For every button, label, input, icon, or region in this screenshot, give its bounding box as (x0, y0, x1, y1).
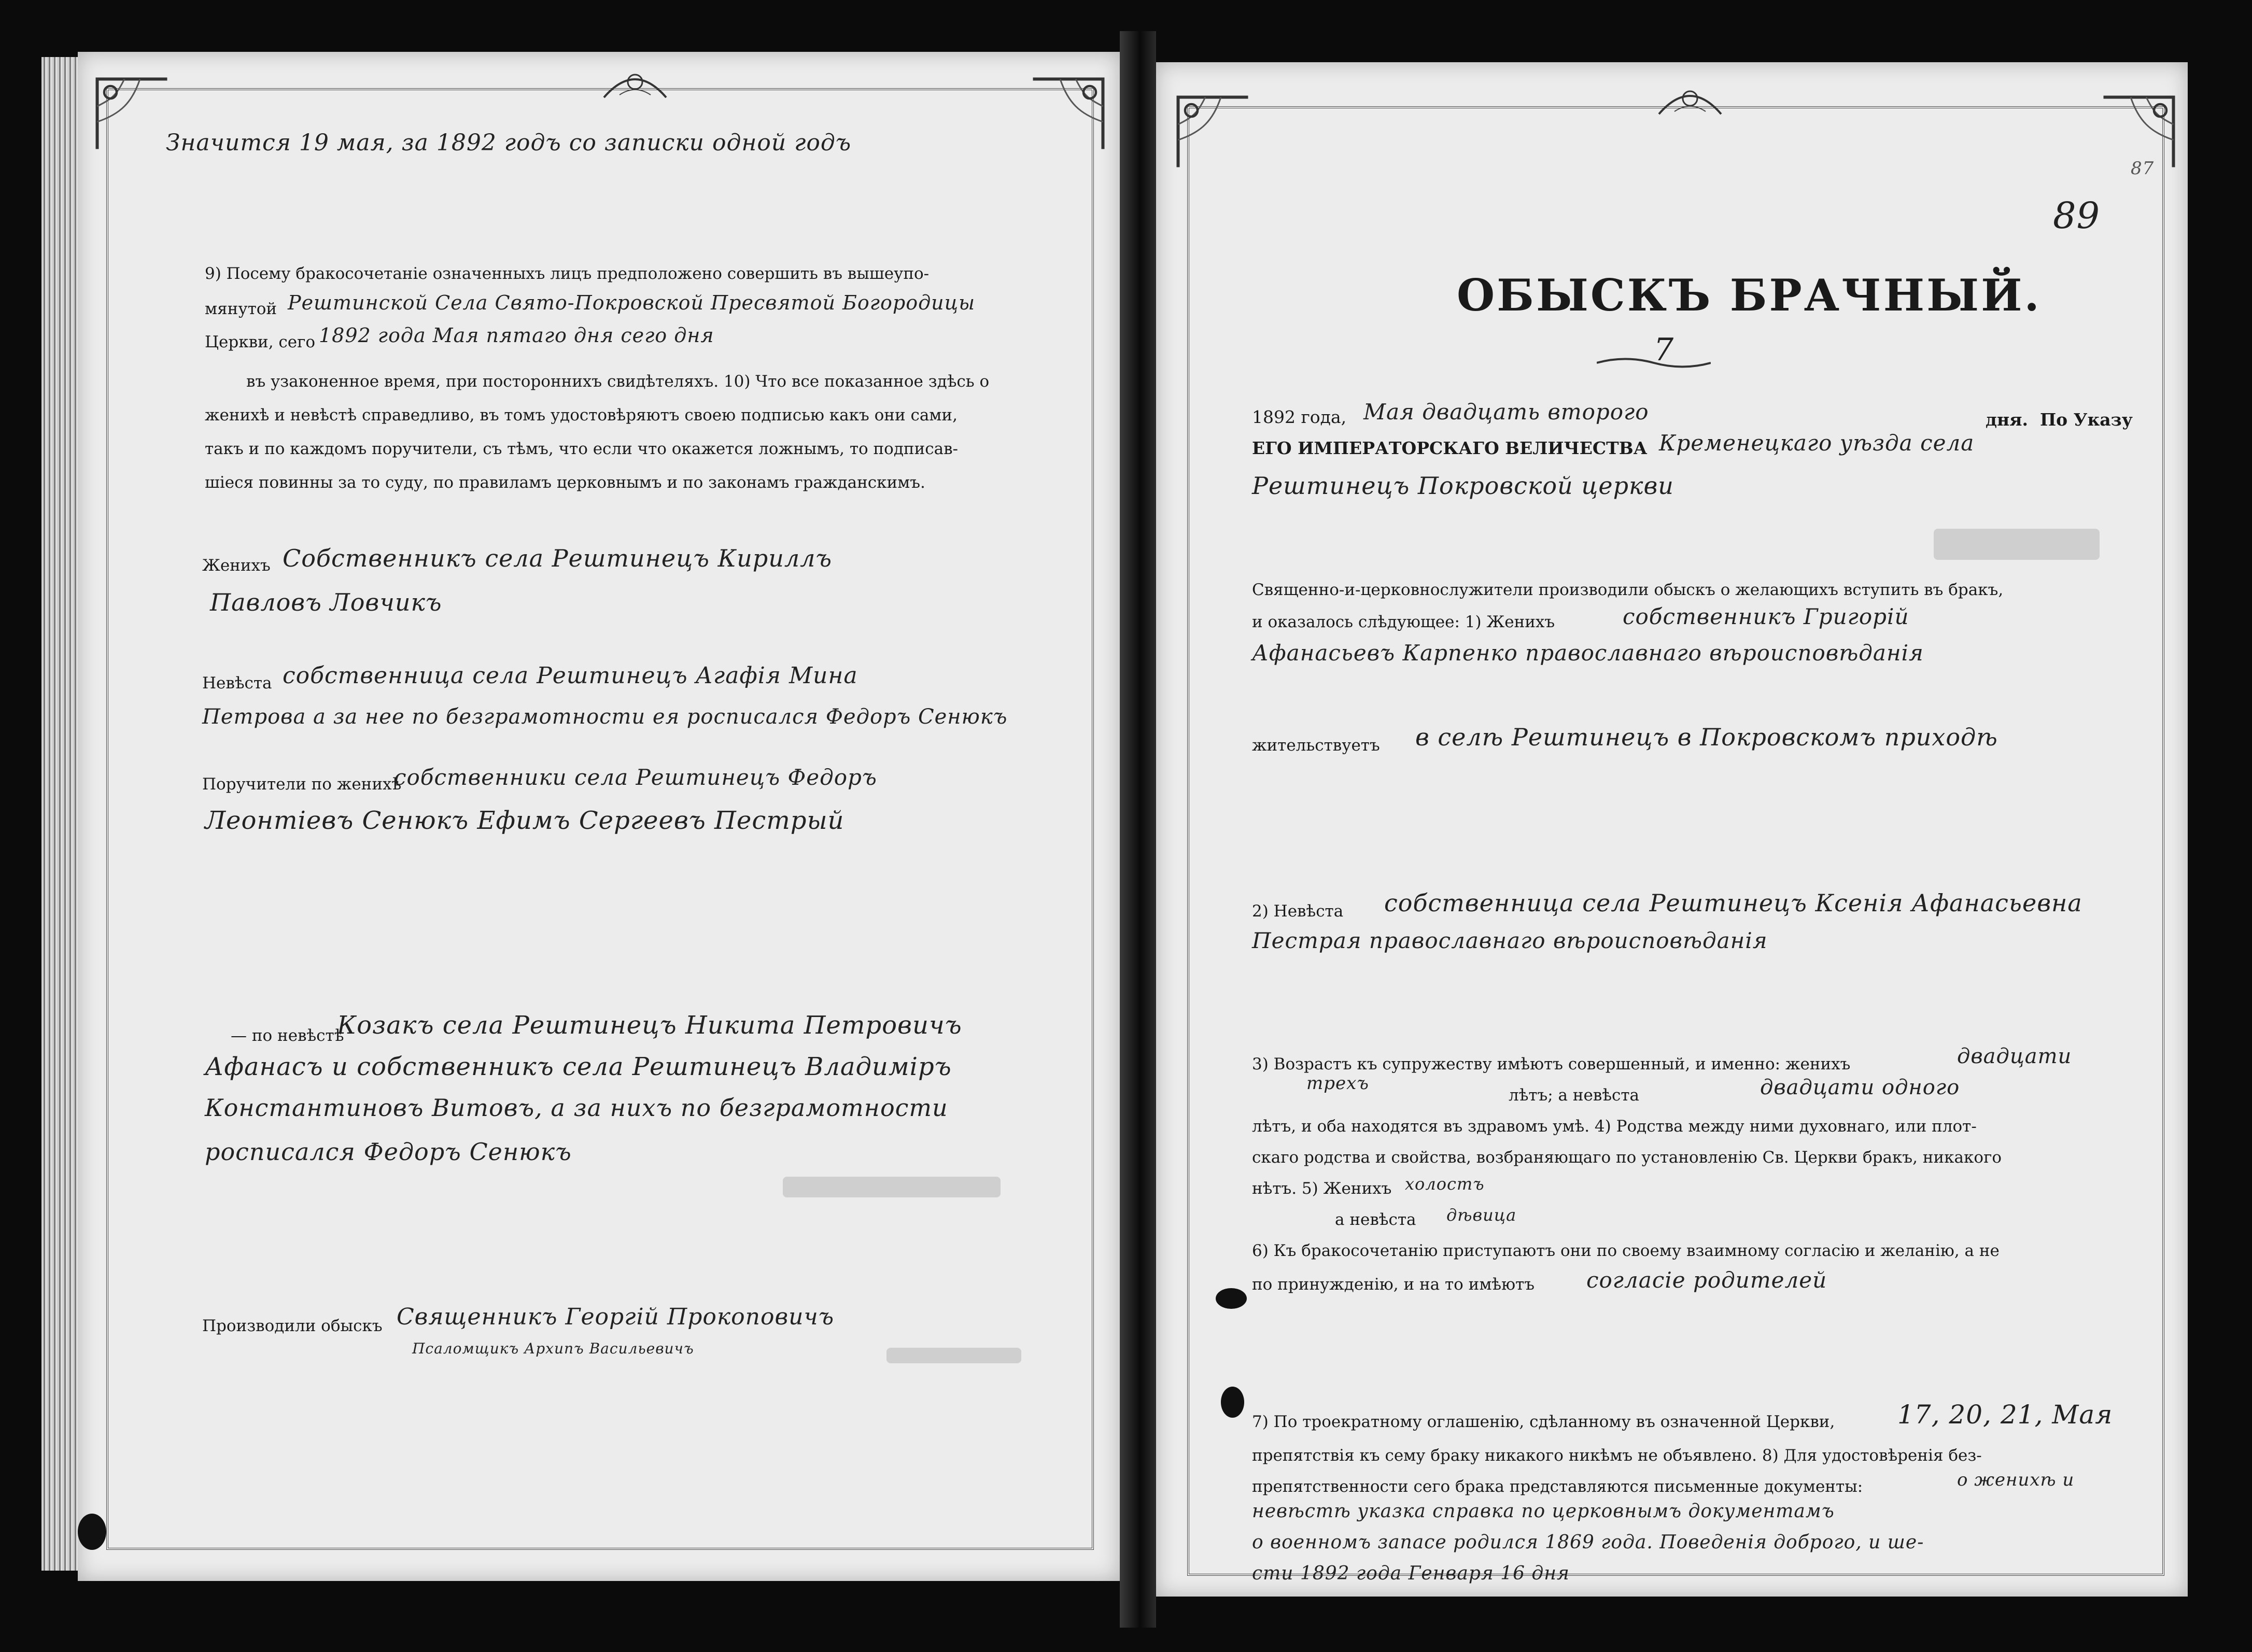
bride-handwritten-1: собственница села Рештинецъ Ксенія Афанасьевна (1384, 889, 2082, 917)
corner-ornament-icon (1174, 93, 1252, 171)
bride-guarantors-label: — по невѣстѣ (231, 1026, 344, 1045)
p9-church-handwritten: Рештинской Села Свято-Покровской Пресвятой Богородицы (288, 291, 976, 314)
searchers-handwritten-1: Священникъ Георгій Прокоповичъ (397, 1304, 835, 1330)
clergy-line-1: Священно-и-церковнослужители производили обыскъ о желающихъ вступить въ бракъ, (1252, 581, 2004, 599)
age-bride-handwritten: двадцати одного (1760, 1076, 1960, 1099)
bride-handwritten-2: Петрова а за нее по безграмотности ея росписался Федоръ Сенюкъ (202, 705, 1008, 729)
p9-rest (205, 365, 989, 500)
dnya-label: дня. (1986, 410, 2029, 430)
crest-ornament-icon (1654, 83, 1726, 119)
p6-line-2: по принужденію, и на то имѣютъ (1252, 1275, 1535, 1294)
groom-guarantors-handwritten-2: Леонтіевъ Сенюкъ Ефимъ Сергеевъ Пестрый (205, 806, 844, 835)
bride-guarantors-handwritten-3: Константиновъ Витовъ, а за нихъ по безграмотности (205, 1094, 948, 1122)
p7-line-3: препятственности сего брака представляются письменные документы: (1252, 1477, 1863, 1496)
documents-handwritten-1: о женихѣ и (1957, 1470, 2075, 1490)
p9-line-1: 9) Посему бракосочетаніе означенныхъ лицъ предположено совершить въ вышеупо- (205, 264, 930, 283)
p9-rest-line: шіеся повинны за то суду, по правиламъ церковнымъ и по законамъ гражданскимъ. (205, 473, 925, 492)
right-page (1156, 62, 2188, 1597)
groom-handwritten-2: Афанасьевъ Карпенко православнаго вѣроисповѣданія (1252, 640, 1924, 666)
bride-handwritten-2: Пестрая православнаго вѣроисповѣданія (1252, 928, 1768, 953)
bride-label: Невѣста (202, 674, 272, 693)
groom-guarantors-label: Поручители по женихѣ (202, 775, 402, 794)
groom-status-handwritten: холостъ (1405, 1174, 1485, 1194)
documents-handwritten-3: о военномъ запасе родился 1869 года. Поведенія доброго, и ше- (1252, 1532, 1924, 1553)
page-number-alt: 87 (2131, 158, 2155, 179)
age-let-1: лѣтъ; а невѣста (1509, 1086, 1640, 1105)
p6-line-1: 6) Къ бракосочетанію приступаютъ они по своему взаимному согласію и желанію, а не (1252, 1241, 2000, 1260)
groom-handwritten-1: собственникъ Григорій (1623, 604, 1909, 629)
age-groom-handwritten: двадцати (1957, 1044, 2072, 1068)
church-handwritten-1: Кременецкаго уѣзда села (1659, 430, 1975, 456)
stain (783, 1177, 1001, 1197)
clergy-line-2: и оказалось слѣдующее: 1) Женихъ (1252, 613, 1555, 631)
documents-handwritten-4: сти 1892 года Генваря 16 дня (1252, 1563, 1570, 1584)
resides-handwritten: в селѣ Рештинецъ в Покровскомъ приходѣ (1415, 723, 1998, 751)
book-spine (1120, 31, 1156, 1628)
bride-status-label: а невѣста (1335, 1210, 1416, 1229)
ink-blot (1216, 1288, 1247, 1309)
date-year: 1892 года, (1252, 407, 1347, 427)
po-ukazu-label: По Указу (2040, 410, 2133, 430)
p7-line-2: препятствія къ сему браку никакого никѣмъ не объявлено. 8) Для удостовѣренія без- (1252, 1446, 1982, 1465)
ink-blot (78, 1514, 106, 1550)
right-page-frame (1187, 106, 2164, 1576)
bride-guarantors-handwritten-4: росписался Федоръ Сенюкъ (205, 1138, 572, 1166)
corner-ornament-icon (1029, 75, 1107, 153)
groom-handwritten-2: Павловъ Ловчикъ (210, 588, 442, 616)
p9-tserkvi: Церкви, сего (205, 333, 316, 351)
bride-guarantors-handwritten-1: Козакъ села Рештинецъ Никита Петровичъ (337, 1011, 962, 1040)
bride-label: 2) Невѣста (1252, 902, 1344, 921)
p9-rest-line: женихѣ и невѣстѣ справедливо, въ томъ удостовѣряютъ своею подписью какъ они сами, (205, 406, 958, 425)
church-handwritten-2: Рештинецъ Покровской церкви (1252, 472, 1674, 500)
groom-guarantors-handwritten-1: собственники села Рештинецъ Федоръ (394, 765, 877, 790)
age-line-4: скаго родства и свойства, возбраняющаго по установленію Св. Церкви бракъ, никакого (1252, 1148, 2002, 1167)
searchers-handwritten-2: Псаломщикъ Архипъ Васильевичъ (412, 1340, 694, 1357)
p9-date-handwritten: 1892 года Мая пятаго дня сего дня (319, 324, 714, 347)
left-page (78, 52, 1120, 1581)
crest-ornament-icon (599, 66, 671, 103)
bride-guarantors-handwritten-2: Афанасъ и собственникъ села Рештинецъ Владиміръ (205, 1052, 952, 1081)
majesty-label: ЕГО ИМПЕРАТОРСКАГО ВЕЛИЧЕСТВА (1252, 438, 1648, 458)
searchers-label: Производили обыскъ (202, 1317, 383, 1335)
page-number: 89 (2053, 194, 2101, 237)
bride-status-handwritten: дѣвица (1446, 1205, 1517, 1225)
p7-line-1: 7) По троекратному оглашенію, сдѣланному въ означенной Церкви, (1252, 1413, 1835, 1431)
document-title: ОБЫСКЪ БРАЧНЫЙ. (1457, 270, 2042, 321)
corner-ornament-icon (93, 75, 171, 153)
p6-handwritten: согласіе родителей (1586, 1267, 1827, 1293)
stain (1934, 529, 2100, 560)
groom-handwritten-1: Собственникъ села Рештинецъ Кириллъ (283, 544, 833, 572)
age-groom-handwritten-2: трехъ (1306, 1073, 1369, 1094)
resides-label: жительствуетъ (1252, 736, 1380, 755)
age-line-3: лѣтъ, и оба находятся въ здравомъ умѣ. 4) Родства между ними духовнаго, или плот- (1252, 1117, 1977, 1136)
p9-mianutoy: мянутой (205, 300, 277, 318)
age-line-1: 3) Возрастъ къ супружеству имѣютъ совершенный, и именно: женихъ (1252, 1055, 1851, 1074)
flourish-icon (1597, 355, 1711, 371)
documents-handwritten-2: невѣстѣ указка справка по церковнымъ документамъ (1252, 1501, 1835, 1522)
p9-rest-line: такъ и по каждомъ поручители, съ тѣмъ, что если что окажется ложнымъ, то подписав- (205, 440, 959, 458)
date-handwritten: Мая двадцать второго (1363, 399, 1649, 425)
top-note: Значится 19 мая, за 1892 годъ со записки одной годъ (166, 130, 852, 156)
groom-label: Женихъ (202, 556, 271, 575)
record-number: 7 (1654, 332, 1674, 368)
ink-blot (1221, 1387, 1244, 1418)
bride-handwritten-1: собственница села Рештинецъ Агафія Мина (283, 662, 858, 689)
stain (886, 1348, 1021, 1363)
page-edges (41, 57, 83, 1571)
p9-rest-line: въ узаконенное время, при постороннихъ свидѣтеляхъ. 10) Что все показанное здѣсь о (246, 372, 990, 391)
p7-handwritten: 17, 20, 21, Мая (1897, 1400, 2113, 1430)
age-line-5: нѣтъ. 5) Женихъ (1252, 1179, 1392, 1198)
